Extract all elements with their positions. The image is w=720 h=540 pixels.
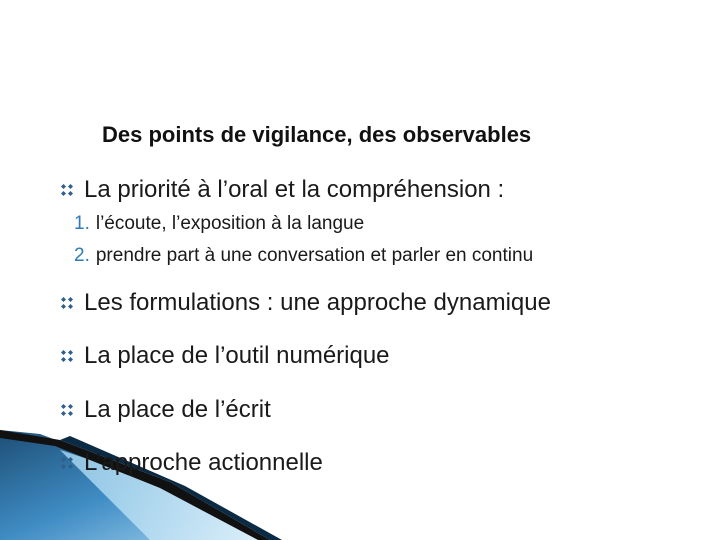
- sub-item-text: l’écoute, l’exposition à la langue: [95, 213, 365, 234]
- sub-item-text: prendre part à une conversation et parler en continu: [95, 245, 534, 266]
- corner-decoration: [0, 430, 720, 540]
- bullet-item: [60, 342, 390, 370]
- slide-title: Des points de vigilance, des observables: [102, 122, 532, 147]
- bullet-item: [60, 289, 551, 317]
- four-diamond-bullet-icon: [60, 349, 74, 363]
- bullet-text: La place de l’écrit: [84, 396, 271, 423]
- bullet-item: [60, 176, 504, 204]
- four-diamond-bullet-icon: [60, 403, 74, 417]
- four-diamond-bullet-icon: [60, 456, 74, 470]
- bullet-item: [60, 449, 323, 477]
- sub-item-number: 2.: [74, 245, 90, 266]
- sub-item: [74, 245, 533, 267]
- bullet-text: La place de l’outil numérique: [84, 342, 390, 369]
- bullet-text: L’approche actionnelle: [84, 449, 323, 476]
- bullet-item: [60, 396, 271, 424]
- four-diamond-bullet-icon: [60, 296, 74, 310]
- bullet-text: Les formulations : une approche dynamique: [84, 289, 551, 316]
- bullet-text: La priorité à l’oral et la compréhension :: [84, 176, 505, 203]
- sub-item-number: 1.: [74, 213, 90, 234]
- sub-item: [74, 213, 364, 235]
- four-diamond-bullet-icon: [60, 183, 74, 197]
